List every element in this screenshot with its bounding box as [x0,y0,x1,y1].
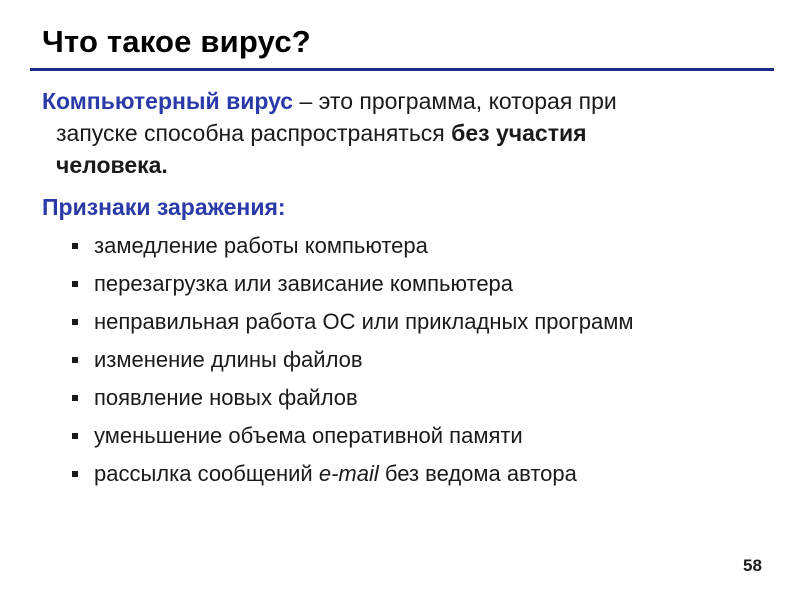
bullet-icon [72,281,78,287]
list-item-text-suffix: без ведома автора [378,461,577,486]
bullet-icon [72,471,78,477]
definition-paragraph [42,85,742,181]
definition-line-1 [42,85,742,117]
page-number: 58 [743,556,762,575]
list-item [72,229,634,267]
list-item [72,381,634,419]
bullet-icon [72,243,78,249]
email-term: e-mail [318,461,379,486]
bullet-icon [72,433,78,439]
bullet-icon [72,319,78,325]
list-item [72,305,634,343]
list-item-text: перезагрузка или зависание компьютера [94,271,514,296]
list-item-text: изменение длины файлов [94,347,363,372]
list-item [72,267,634,305]
list-item-text: рассылка сообщений [94,461,319,486]
list-item-text: уменьшение объема оперативной памяти [94,423,523,448]
signs-heading: Признаки заражения: [42,194,286,220]
signs-list [72,229,634,495]
definition-line-2 [42,117,742,149]
definition-text-1: – это программа, которая при [293,88,617,114]
slide-title: Что такое вирус? [42,24,311,59]
definition-term: Компьютерный вирус [42,88,294,114]
definition-emphasis-2: человека. [56,152,168,178]
list-item-text: замедление работы компьютера [94,233,428,258]
list-item-text: неправильная работа ОС или прикладных программ [94,309,634,334]
definition-emphasis-1: без участия [451,120,587,146]
bullet-icon [72,395,78,401]
list-item-text: появление новых файлов [94,385,358,410]
bullet-icon [72,357,78,363]
list-item [72,343,634,381]
list-item [72,419,634,457]
list-item [72,457,634,495]
title-divider [30,68,774,71]
definition-text-2: запуске способна распространяться [56,120,452,146]
